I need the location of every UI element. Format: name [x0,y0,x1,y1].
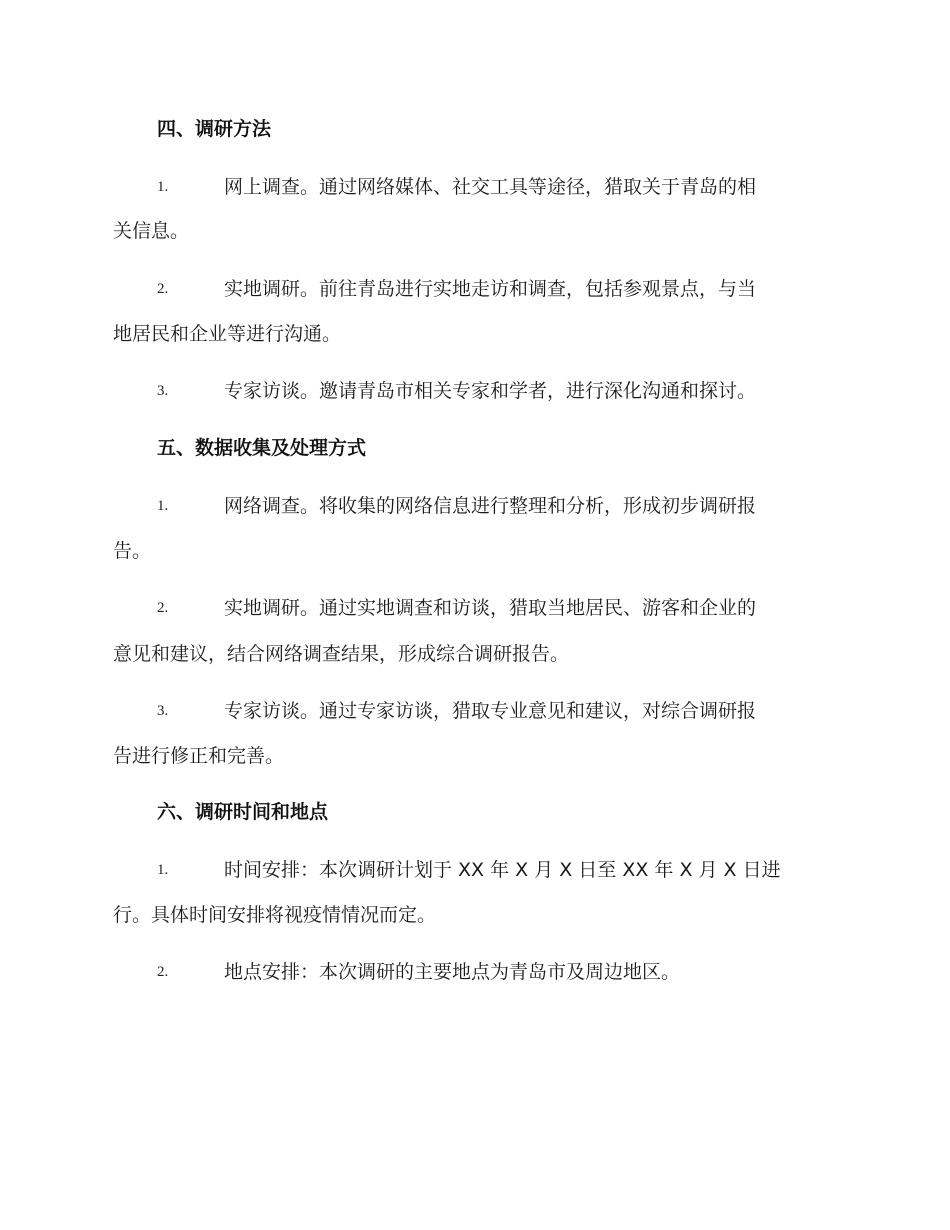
list-item-text-continued: 关信息。 [113,220,190,242]
list-item-text: 网上调查。通过网络媒体、社交工具等途径，猎取关于青岛的相 [224,176,757,198]
list-item-text: 时间安排：本次调研计划于 XX 年 X 月 X 日至 XX 年 X 月 X 日进 [224,859,781,881]
list-item-number: 1. [157,862,169,878]
list-item-number: 1. [157,179,169,195]
list-item-number: 3. [157,383,169,399]
list-item-text-continued: 告进行修正和完善。 [113,745,285,767]
list-item-text: 专家访谈。通过专家访谈，猎取专业意见和建议，对综合调研报 [224,700,757,722]
list-item-text: 地点安排：本次调研的主要地点为青岛市及周边地区。 [224,961,681,983]
list-item-text: 专家访谈。邀请青岛市相关专家和学者，进行深化沟通和探讨。 [224,380,757,402]
section-heading-time-location: 六、调研时间和地点 [157,801,329,823]
list-item-text: 实地调研。通过实地调查和访谈，猎取当地居民、游客和企业的 [224,597,757,619]
list-item-text: 实地调研。前往青岛进行实地走访和调查，包括参观景点，与当 [224,278,757,300]
list-item-number: 3. [157,703,169,719]
list-item-number: 2. [157,600,169,616]
list-item-text-continued: 地居民和企业等进行沟通。 [113,323,342,345]
section-heading-methods: 四、调研方法 [157,118,272,140]
list-item-text-continued: 告。 [113,540,152,562]
list-item-number: 2. [157,964,169,980]
list-item-number: 2. [157,281,169,297]
list-item-text-continued: 意见和建议，结合网络调查结果，形成综合调研报告。 [113,643,570,665]
list-item-number: 1. [157,498,169,514]
section-heading-data-processing: 五、数据收集及处理方式 [157,437,367,459]
list-item-text: 网络调查。将收集的网络信息进行整理和分析，形成初步调研报 [224,495,757,517]
list-item-text-continued: 行。具体时间安排将视疫情情况而定。 [113,904,437,926]
